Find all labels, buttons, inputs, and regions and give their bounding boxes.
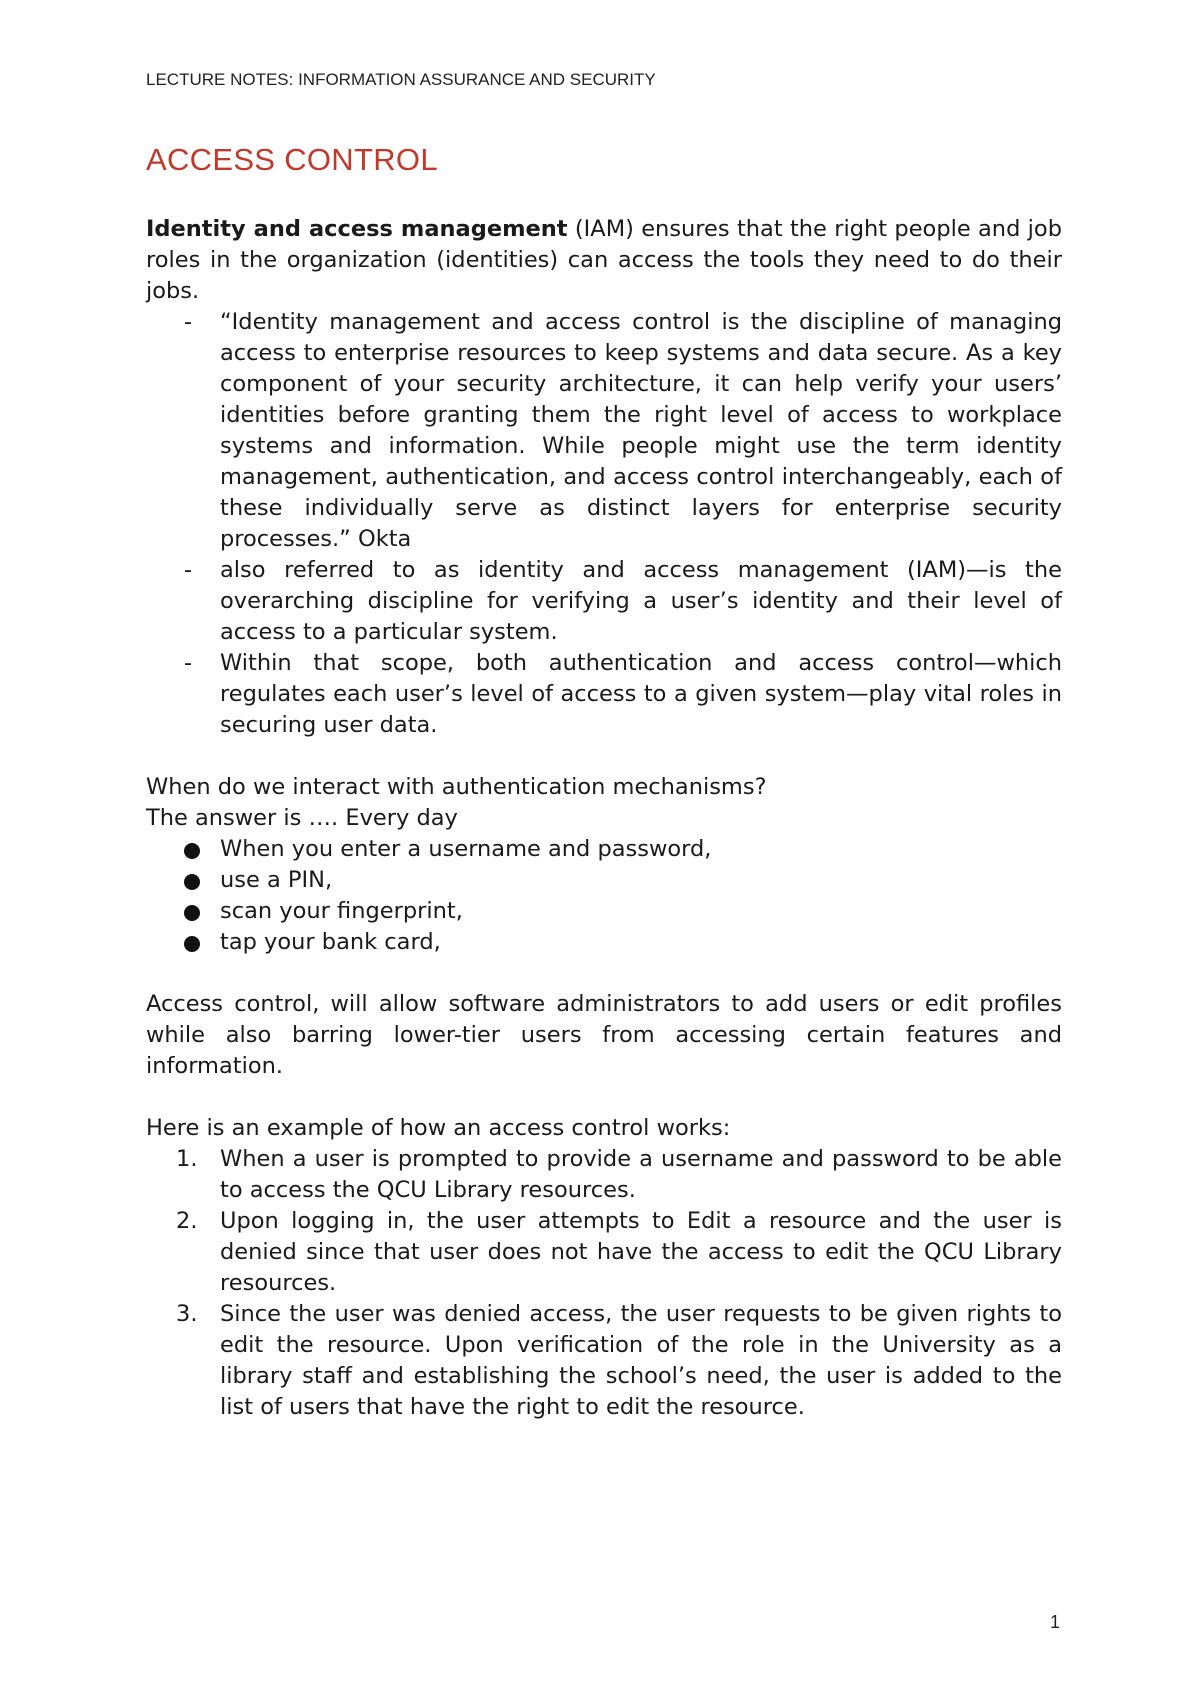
step-item [146,1299,1062,1423]
answer-line: The answer is …. Every day [146,805,458,831]
intro-text: (IAM) ensures that the right people and job roles in the organization (identities) can access the tools they need to do their jobs. [146,216,1062,304]
step-text: Upon logging in, the user attempts to Edit a resource and the user is denied since that user does not have the access to edit the QCU Library resources. [220,1208,1062,1296]
intro-bold-term: Identity and access management [146,216,568,242]
bullet-list [146,834,1062,958]
spacer [146,1082,1062,1113]
step-text: Since the user was denied access, the user requests to be given rights to edit the resource. Upon verification of the role in the University as a library staff and establishing the school’s need, the user is added to the list of users that have the right to edit the resource. [220,1301,1062,1420]
bullet-dot-icon [184,936,200,952]
bullet-dot-icon [184,874,200,890]
bullet-item [146,865,1062,896]
question-line: When do we interact with authentication mechanisms? [146,774,767,800]
definition-list [146,307,1062,741]
steps-list [146,1144,1062,1423]
definition-item [146,307,1062,555]
definition-text: “Identity management and access control is the discipline of managing access to enterprise resources to keep systems and data secure. As a key component of your security architecture, it can help verify your users’ identities before granting them the right level of access to workplace systems and information. While people might use the term identity management, authentication, and access control interchangeably, each of these individually serve as distinct layers for enterprise security processes.” Okta [220,309,1062,552]
bullet-item [146,834,1062,865]
bullet-text: scan your fingerprint, [220,898,463,924]
definition-text: also referred to as identity and access management (IAM)—is the overarching discipline for verifying a user’s identity and their level of access to a particular system. [220,557,1062,645]
bullet-dot-icon [184,905,200,921]
step-number: 3. [176,1301,198,1327]
step-text: When a user is prompted to provide a username and password to be able to access the QCU Library resources. [220,1146,1062,1203]
definition-item [146,555,1062,648]
bullet-text: tap your bank card, [220,929,441,955]
spacer [146,741,1062,772]
step-number: 1. [176,1146,198,1172]
bullet-item [146,896,1062,927]
dash-marker: - [184,650,193,676]
dash-marker: - [184,557,193,583]
example-intro: Here is an example of how an access control works: [146,1115,731,1141]
spacer [146,958,1062,989]
bullet-text: use a PIN, [220,867,333,893]
definition-item [146,648,1062,741]
step-number: 2. [176,1208,198,1234]
dash-marker: - [184,309,193,335]
page-number: 1 [1050,1612,1061,1632]
bullet-text: When you enter a username and password, [220,836,712,862]
bullet-dot-icon [184,843,200,859]
section-title: ACCESS CONTROL [146,142,438,177]
bullet-item [146,927,1062,958]
step-item [146,1144,1062,1206]
intro-paragraph [146,214,1062,307]
access-control-paragraph: Access control, will allow software administrators to add users or edit profiles while also barring lower-tier users from accessing certain features and information. [146,991,1062,1079]
running-header: LECTURE NOTES: INFORMATION ASSURANCE AND SECURITY [146,70,656,89]
main-content [146,214,1062,1423]
step-item [146,1206,1062,1299]
definition-text: Within that scope, both authentication and access control—which regulates each user’s level of access to a given system—play vital roles in securing user data. [220,650,1062,738]
